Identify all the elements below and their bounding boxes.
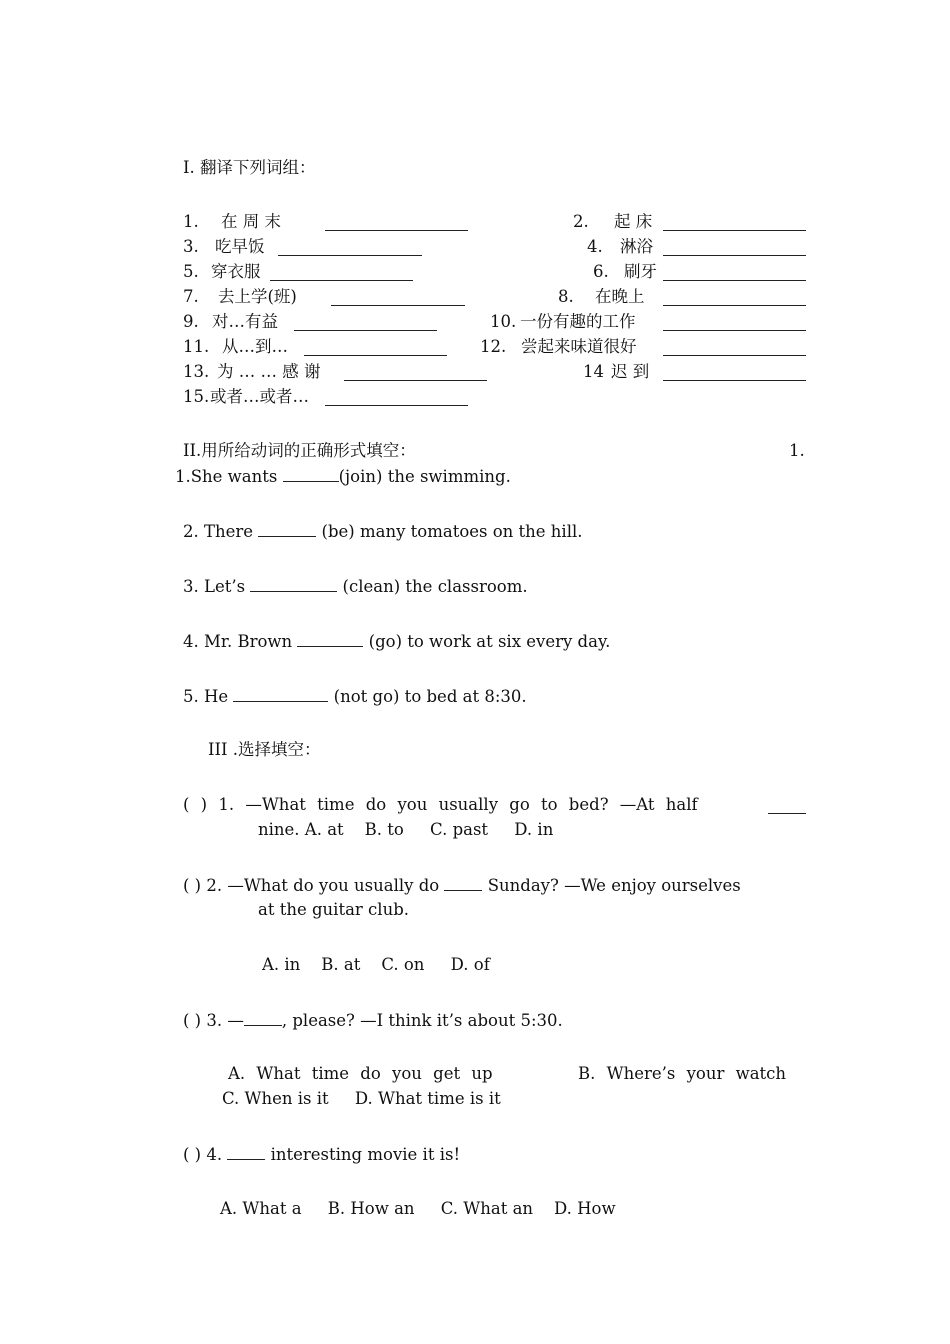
choice-q3-line2: C. When is it D. What time is it [222, 1089, 501, 1108]
item-7-blank[interactable] [331, 304, 465, 306]
section2-heading-trail: 1. [789, 441, 805, 460]
item-1-num: 1. [183, 212, 199, 231]
choice-q4-line1 [183, 1144, 460, 1165]
item-13-text: 为 … … 感 谢 [217, 362, 321, 381]
item-8-blank[interactable] [663, 304, 806, 306]
item-11-blank[interactable] [304, 354, 447, 356]
choice-q1-blank[interactable] [768, 812, 806, 814]
fill-q1-blank[interactable] [283, 466, 339, 482]
item-12-blank[interactable] [663, 354, 806, 356]
item-12-num: 12. [480, 337, 507, 356]
fill-q5-blank[interactable] [233, 686, 328, 702]
item-14-blank[interactable] [663, 379, 806, 381]
item-14-text: 迟 到 [611, 362, 650, 381]
item-2-blank[interactable] [663, 229, 806, 231]
fill-q4-start: 4. Mr. Brown [183, 632, 298, 651]
choice-q3-option-a: A. What time do you get up [228, 1064, 493, 1083]
item-6-text: 刷牙 [624, 262, 657, 281]
item-9-num: 9. [183, 312, 199, 331]
item-10-blank[interactable] [663, 329, 806, 331]
fill-question-2 [183, 521, 583, 542]
fill-q5-start: 5. He [183, 687, 234, 706]
choice-q2-end: Sunday? —We enjoy ourselves [482, 876, 741, 895]
item-7-num: 7. [183, 287, 199, 306]
item-2-num: 2. [573, 212, 589, 231]
fill-q1-start: 1.She wants [175, 467, 283, 486]
choice-q2-line2: at the guitar club. [258, 900, 409, 919]
item-8-num: 8. [558, 287, 574, 306]
choice-q4-blank[interactable] [227, 1144, 265, 1160]
item-5-text: 穿衣服 [211, 262, 261, 281]
item-4-blank[interactable] [663, 254, 806, 256]
fill-q4-blank[interactable] [297, 631, 363, 647]
fill-q2-end: (be) many tomatoes on the hill. [316, 522, 583, 541]
item-9-text: 对…有益 [212, 312, 278, 331]
choice-q3-option-b: B. Where’s your watch [578, 1064, 787, 1083]
item-5-num: 5. [183, 262, 199, 281]
item-2-text: 起 床 [614, 212, 653, 231]
item-14-num: 14 [583, 362, 604, 381]
item-10-text: 一份有趣的工作 [520, 312, 636, 331]
item-11-num: 11. [183, 337, 210, 356]
fill-q2-blank[interactable] [258, 521, 316, 537]
item-12-text: 尝起来味道很好 [521, 337, 637, 356]
choice-q4-options: A. What a B. How an C. What an D. How [220, 1199, 616, 1218]
item-1-blank[interactable] [325, 229, 468, 231]
fill-q5-end: (not go) to bed at 8:30. [328, 687, 527, 706]
item-3-num: 3. [183, 237, 199, 256]
item-11-text: 从…到… [222, 337, 288, 356]
choice-q1-line1: ( ) 1. —What time do you usually go to bed? —At half [183, 795, 698, 814]
item-4-text: 淋浴 [620, 237, 653, 256]
item-1-text: 在 周 末 [221, 212, 281, 231]
fill-q3-end: (clean) the classroom. [337, 577, 528, 596]
choice-q2-blank[interactable] [444, 875, 482, 891]
choice-q3-line1 [183, 1010, 563, 1031]
item-15-blank[interactable] [325, 404, 468, 406]
fill-question-4 [183, 631, 610, 652]
choice-q4-start: ( ) 4. [183, 1145, 228, 1164]
choice-q2-start: ( ) 2. —What do you usually do [183, 876, 445, 895]
fill-question-5 [183, 686, 527, 707]
choice-q3-blank[interactable] [244, 1010, 282, 1026]
fill-q1-end: (join) the swimming. [338, 467, 511, 486]
fill-q3-blank[interactable] [250, 576, 337, 592]
item-3-blank[interactable] [278, 254, 422, 256]
fill-question-1 [175, 466, 511, 487]
item-10-num: 10. [490, 312, 517, 331]
choice-q2-line1 [183, 875, 741, 896]
item-13-num: 13. [183, 362, 210, 381]
item-5-blank[interactable] [270, 279, 413, 281]
item-6-num: 6. [593, 262, 609, 281]
section3-heading: III .选择填空： [208, 740, 321, 759]
item-6-blank[interactable] [663, 279, 806, 281]
choice-q1-line2: nine. A. at B. to C. past D. in [258, 820, 554, 839]
item-7-text: 去上学(班) [218, 287, 297, 306]
fill-question-3 [183, 576, 528, 597]
item-3-text: 吃早饭 [215, 237, 265, 256]
item-15-num: 15. [183, 387, 210, 406]
fill-q3-start: 3. Let’s [183, 577, 251, 596]
choice-q3-start: ( ) 3. — [183, 1011, 244, 1030]
choice-q3-end: , please? —I think it’s about 5:30. [281, 1011, 563, 1030]
item-9-blank[interactable] [294, 329, 437, 331]
item-8-text: 在晚上 [595, 287, 645, 306]
item-13-blank[interactable] [344, 379, 487, 381]
item-4-num: 4. [587, 237, 603, 256]
section2-heading: II.用所给动词的正确形式填空： [183, 441, 416, 460]
fill-q2-start: 2. There [183, 522, 259, 541]
choice-q2-options: A. in B. at C. on D. of [262, 955, 490, 974]
choice-q4-end: interesting movie it is! [265, 1145, 461, 1164]
fill-q4-end: (go) to work at six every day. [363, 632, 611, 651]
section1-heading: I. 翻译下列词组： [183, 158, 316, 177]
item-15-text: 或者…或者… [210, 387, 309, 406]
